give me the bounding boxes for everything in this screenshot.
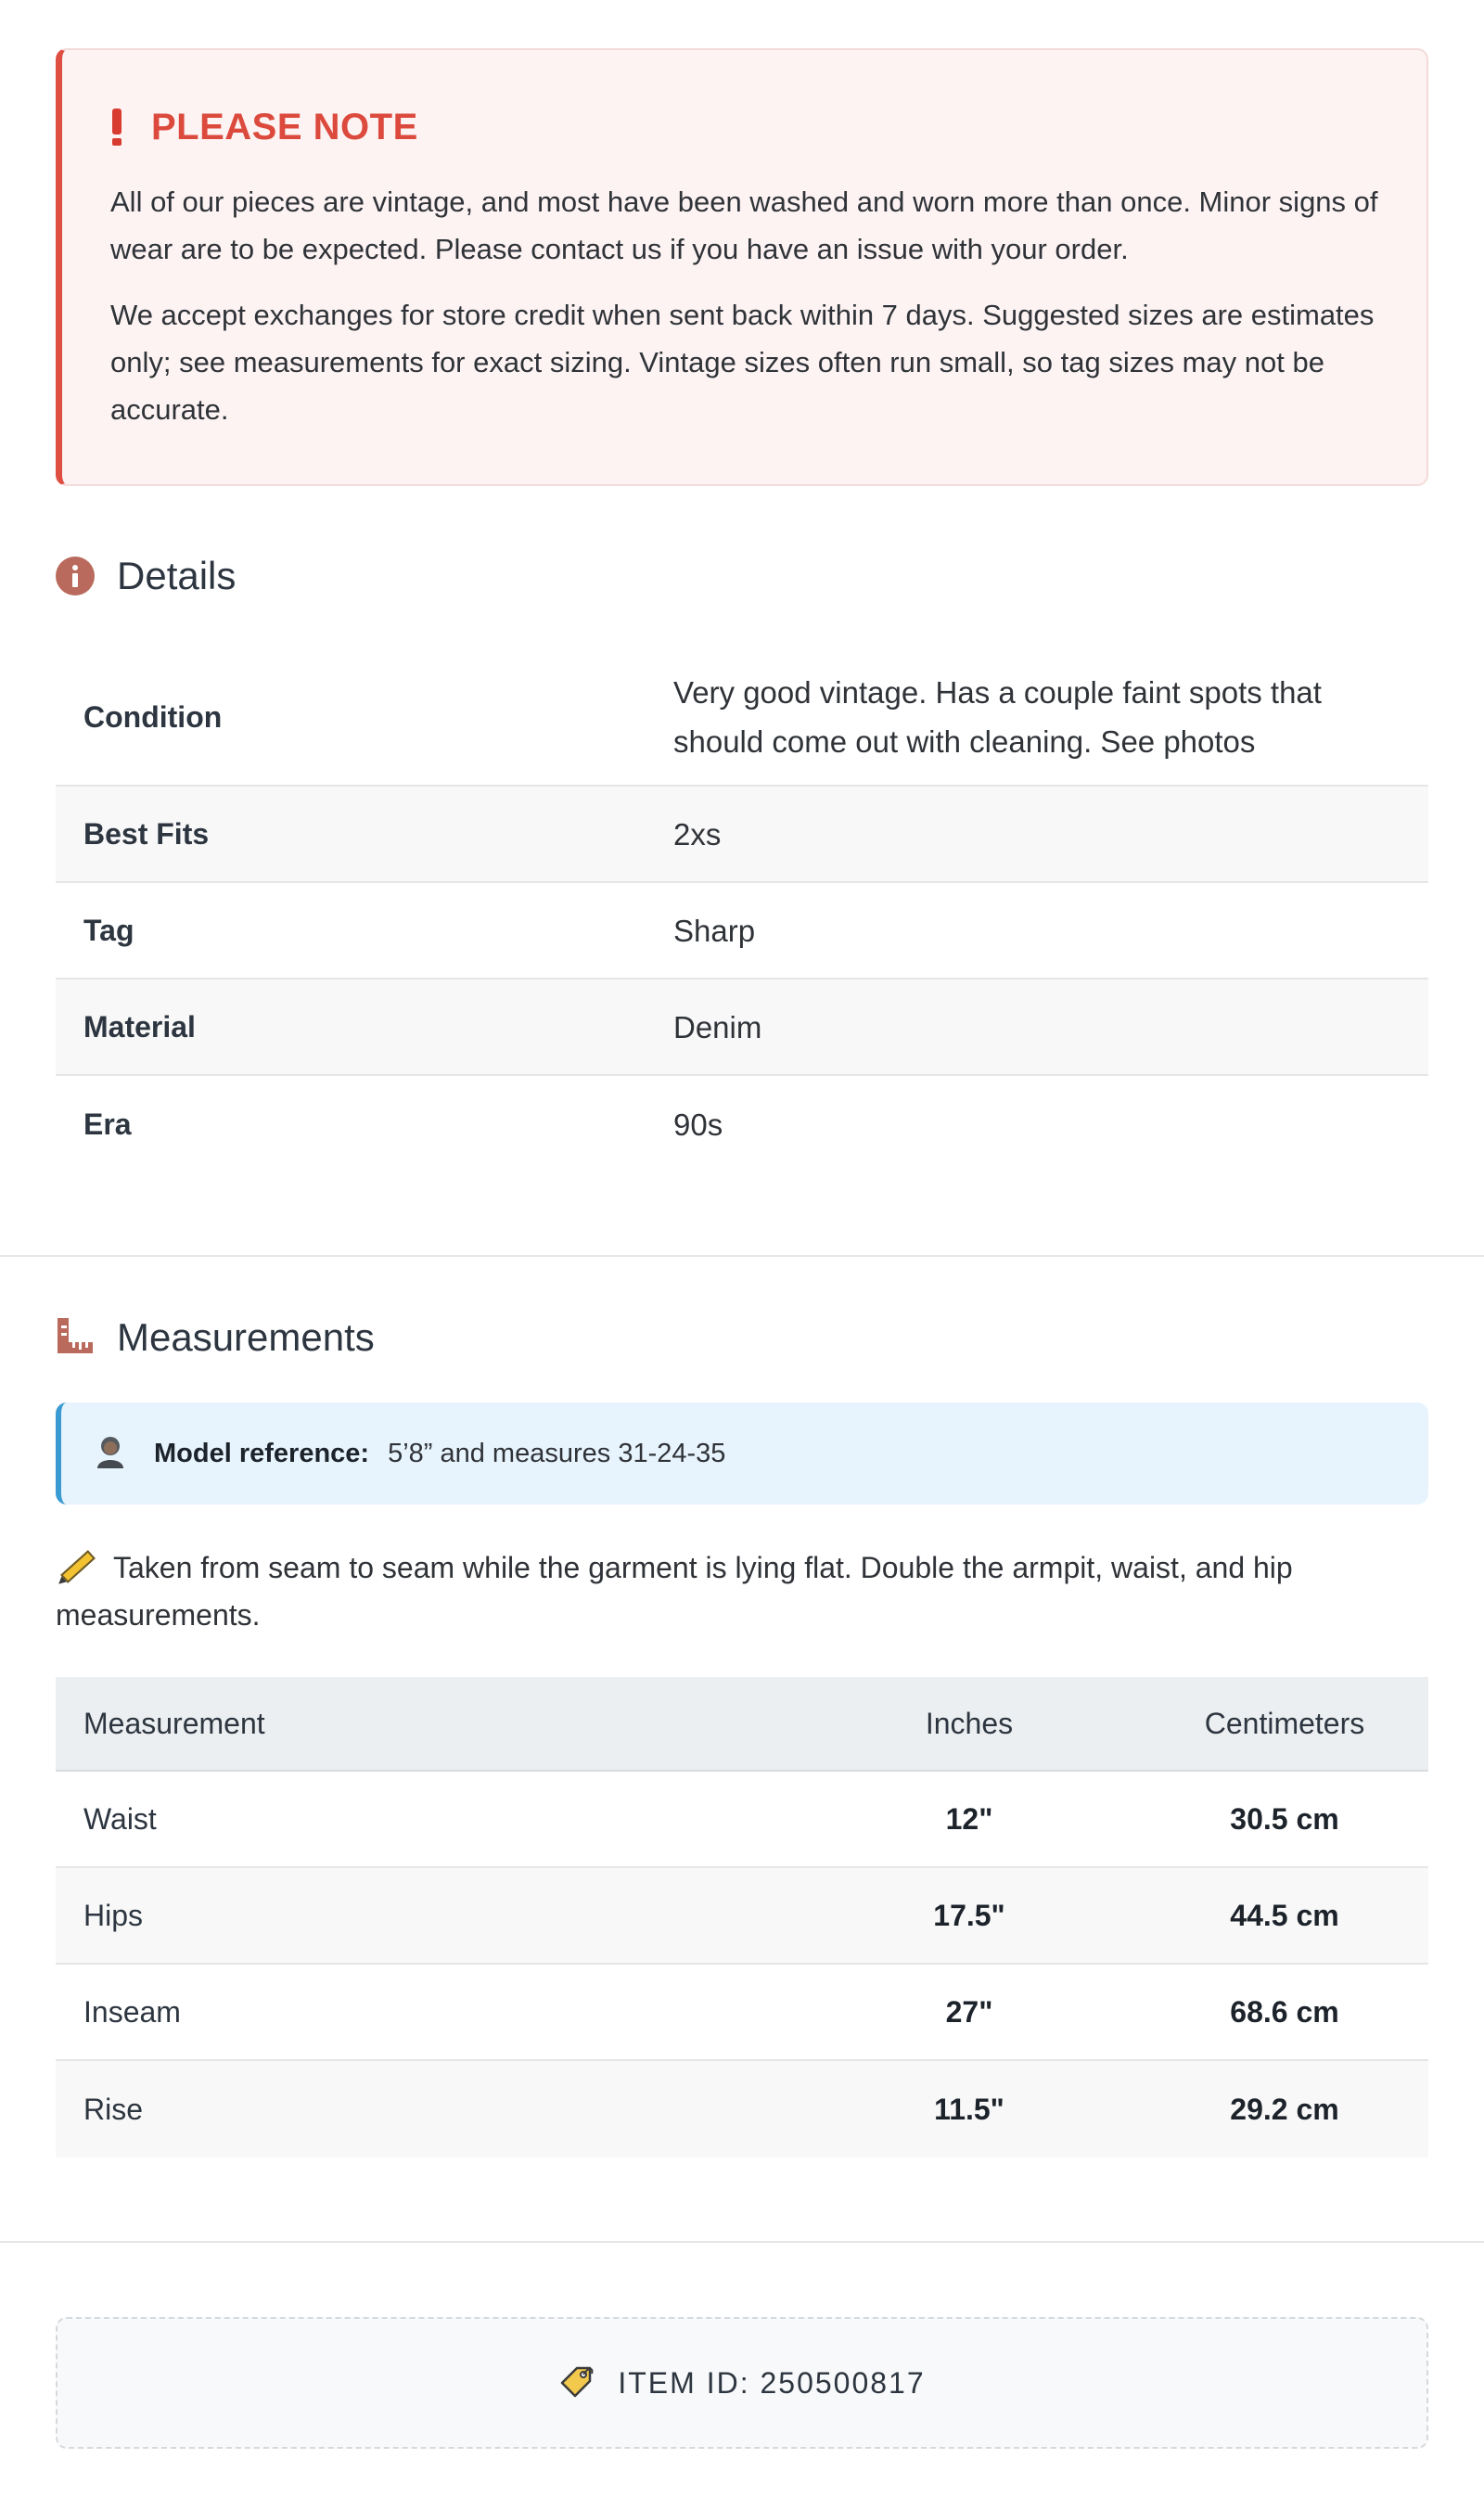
- details-value: Very good vintage. Has a couple faint spots that should come out with cleaning. See photos: [673, 675, 1322, 759]
- table-row: [56, 1868, 1428, 1965]
- section-divider: [0, 1255, 1484, 1257]
- measurement-cm: 68.6 cm: [1230, 1994, 1339, 2029]
- column-header-centimeters: Centimeters: [1204, 1706, 1365, 1740]
- measurements-table-header: [56, 1677, 1428, 1772]
- details-value: Denim: [673, 1009, 762, 1044]
- item-id-text: ITEM ID: 250500817: [618, 2365, 926, 2400]
- measurement-inches: 27": [945, 1994, 993, 2029]
- ruler-icon: [56, 1316, 95, 1360]
- measurement-cm: 30.5 cm: [1230, 1801, 1339, 1836]
- measurement-name: Hips: [83, 1898, 144, 1932]
- tag-icon: [558, 2363, 595, 2404]
- measurement-note-text: Taken from seam to seam while the garment is lying flat. Double the armpit, waist, and hip measurements.: [56, 1551, 1293, 1632]
- table-row: [56, 1772, 1428, 1868]
- column-header-measurement: Measurement: [83, 1706, 265, 1740]
- measurements-heading: [56, 1315, 375, 1360]
- model-reference-label: Model reference:: [154, 1438, 370, 1468]
- details-row-best-fits: [56, 787, 1428, 883]
- details-value: Sharp: [673, 913, 756, 948]
- measurement-name: Inseam: [83, 1994, 181, 2029]
- measurement-name: Waist: [83, 1801, 157, 1836]
- details-table: [56, 649, 1428, 1172]
- section-divider: [0, 2241, 1484, 2243]
- measurement-inches: 11.5": [934, 2092, 1004, 2126]
- measurement-cm: 29.2 cm: [1230, 2092, 1339, 2126]
- model-reference-box: [56, 1402, 1428, 1505]
- details-heading: [56, 554, 236, 598]
- column-header-inches: Inches: [925, 1706, 1014, 1740]
- model-reference-value: 5’8” and measures 31-24-35: [388, 1438, 726, 1468]
- details-row-era: [56, 1076, 1428, 1172]
- please-note-box: [56, 48, 1428, 486]
- measurement-cm: 44.5 cm: [1230, 1898, 1339, 1932]
- measurement-name: Rise: [83, 2092, 144, 2126]
- details-label: Condition: [83, 699, 223, 734]
- info-icon: [56, 557, 95, 595]
- exclamation-icon: [110, 109, 123, 146]
- details-label: Best Fits: [83, 816, 210, 851]
- details-label: Tag: [83, 913, 134, 947]
- details-label: Material: [83, 1009, 196, 1044]
- details-row-condition: [56, 649, 1428, 787]
- notice-header: [110, 104, 1380, 150]
- details-value: 90s: [673, 1107, 723, 1142]
- details-title: Details: [117, 554, 237, 597]
- table-row: [56, 2061, 1428, 2158]
- item-id-box: [56, 2317, 1428, 2449]
- measurements-table: [56, 1677, 1428, 2158]
- details-label: Era: [83, 1107, 132, 1141]
- measurements-title: Measurements: [117, 1315, 375, 1359]
- measurement-note: [56, 1544, 1391, 1639]
- pencil-icon: [60, 1550, 96, 1583]
- details-row-material: [56, 980, 1428, 1076]
- details-value: 2xs: [673, 816, 722, 852]
- measurement-inches: 12": [945, 1801, 993, 1836]
- notice-paragraph: We accept exchanges for store credit when sent back within 7 days. Suggested sizes are estimates only; see measurements for exact sizing. Vintage sizes often run small, so tag sizes may not be accurate.: [110, 299, 1375, 426]
- measurement-inches: 17.5": [933, 1898, 1005, 1932]
- person-icon: [95, 1435, 126, 1473]
- table-row: [56, 1965, 1428, 2061]
- notice-title: PLEASE NOTE: [151, 106, 418, 147]
- details-row-tag: [56, 883, 1428, 980]
- notice-paragraph: All of our pieces are vintage, and most have been washed and worn more than once. Minor signs of wear are to be expected. Please contact us if you have an issue with your order.: [110, 186, 1378, 265]
